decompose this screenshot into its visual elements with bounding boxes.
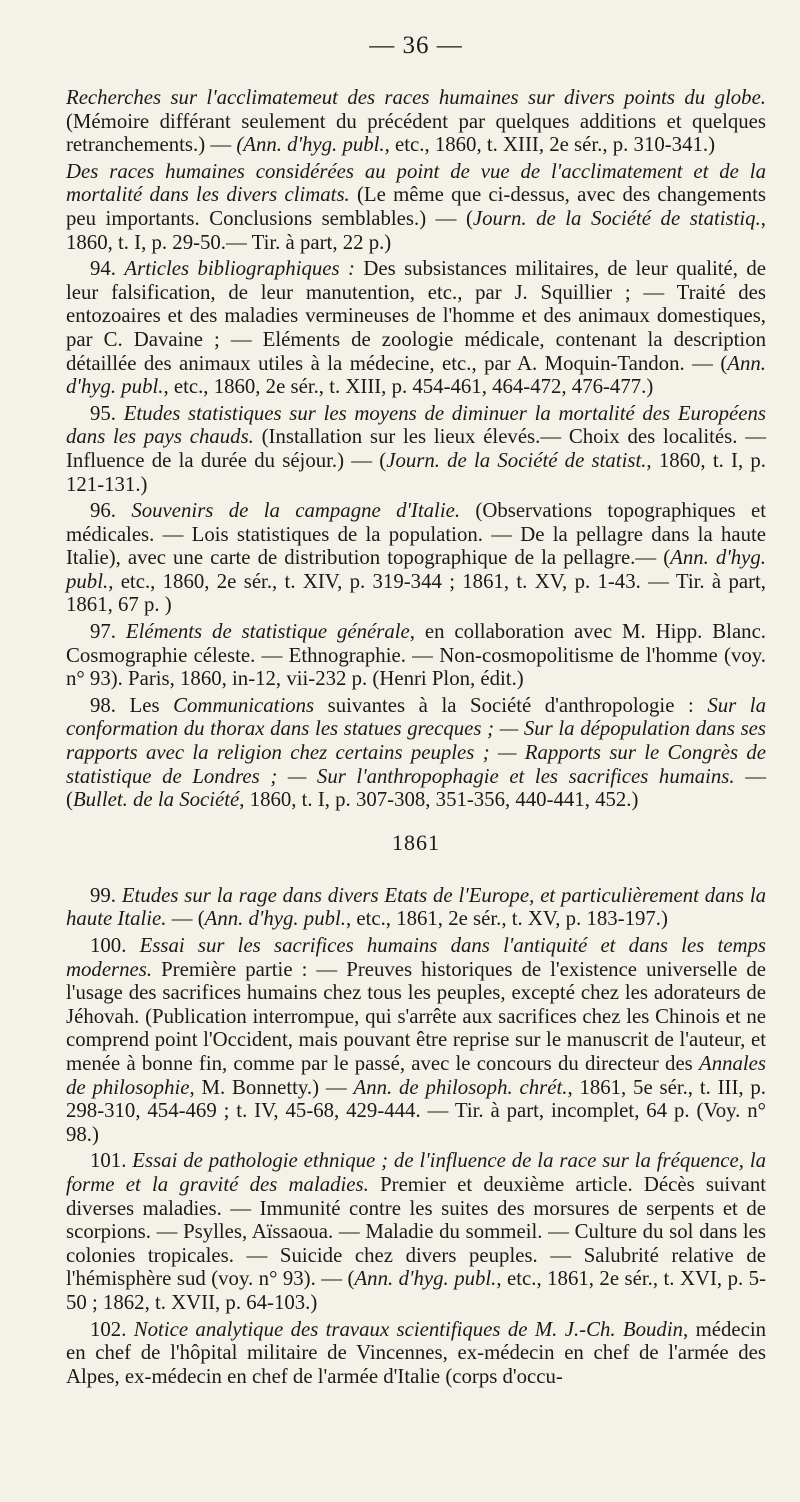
entry-italic-text: Sur la conformation du thorax dans les statues grecques ; — Sur la dépopulation dans ses rapports avec la religion chez certains peuples ; — Rapports sur le Congrès de statistique de Londres ; — Sur l'anthropophagie et les sacrifices humains. <box>66 693 766 788</box>
entry-italic-text: Bullet. de la Société <box>72 788 240 812</box>
entry-text: , etc., 1860, 2e sér., t. XIII, p. 454-461, 464-472, 476-477.) <box>163 375 654 399</box>
entry-text: , en collaboration avec M. Hipp. Blanc. Cosmographie céleste. — Ethnographie. — Non-cosmopolitisme de l'homme (voy. n° 93). Paris, 1860, in-12, vii-232 p. (Henri Plon, édit.) <box>66 620 766 691</box>
entry-italic-text: Recherches sur l'acclimatemeut des races humaines sur divers points du globe. <box>66 86 766 109</box>
entry-101 <box>66 1149 766 1314</box>
entry-text: Première partie : — Preuves historiques de l'existence universelle de l'usage des sacrifices humains chez tous les peuples, excepté chez les adorateurs de Jéhovah. (Publication interrompue, qui s'arrête aux sacrifices chez les Chinois et ne comprend point l'Occident, mais pouvant être reprise sur le manuscrit de l'auteur, et menée à bonne fin, comme par le passé, avec le concours du directeur des <box>66 957 766 1075</box>
entry-text: suivantes à la Société d'anthropologie : <box>314 693 708 717</box>
entry-text: (Installation sur les lieux élevés.— Choix des localités. — Influence de la durée du séjour.) — ( <box>66 425 766 472</box>
entry-text: , 1860, t. I, p. 29-50.— Tir. à part, 22 p.) <box>66 206 766 254</box>
entry-95 <box>66 402 766 496</box>
entry-text: 94. <box>90 257 125 281</box>
entry-99 <box>66 884 766 931</box>
entry-96 <box>66 499 766 617</box>
entry-text: , etc., 1861, 2e sér., t. XV, p. 183-197.) <box>345 907 668 931</box>
entry-text: (Observations topographiques et médicales. — Lois statistiques de la population. — De la pellagre dans la haute Italie), avec une carte de distribution topographique de la pellagre.— ( <box>66 499 767 570</box>
entry-italic-text: Journ. de la Société de statistiq. <box>472 206 761 230</box>
entries-1861 <box>66 884 766 1388</box>
entry-italic-text: Etudes sur la rage dans divers Etats de l'Europe, et particulièrement dans la haute Italie. <box>66 883 767 931</box>
entry-text: 97. <box>90 620 126 644</box>
entry-italic-text: Eléments de statistique générale <box>125 620 410 644</box>
entry-text: 96. <box>90 499 132 523</box>
entry-italic-text: Des races humaines considérées au point de vue de l'acclimatement et de la mortalité dans les divers climats. <box>66 159 766 207</box>
entry-102 <box>66 1318 766 1389</box>
entry-text: etc., 1860, t. XIII, 2e sér., p. 310-341.) <box>389 133 715 157</box>
entry-text: — ( <box>166 907 205 931</box>
entry-races-humaines <box>66 160 766 254</box>
page-number: — 36 — <box>369 32 463 59</box>
entry-text: , 1860, t. I, p. 307-308, 351-356, 440-441, 452.) <box>239 788 639 812</box>
entry-italic-text: Essai sur les sacrifices humains dans l'antiquité et dans les temps modernes. <box>66 934 766 981</box>
entry-italic-text: Notice analytique des travaux scientifiques de M. J.-Ch. Boudin <box>133 1317 684 1341</box>
entry-text: (Mémoire différant seulement du précédent par quelques additions et quelques retranchements.) — <box>66 109 766 157</box>
entry-text: 95. <box>90 401 124 425</box>
entry-text: Des subsistances militaires, de leur qualité, de leur falsification, de leur manutention, etc., par J. Squillier ; — Traité des entozoaires et des maladies vermineuses de l'homme et des animaux domestiques, par C. Davaine ; — Eléments de zoologie médicale, contenant la description détaillée des animaux utiles à la médecine, etc., par A. Moquin-Tandon. — ( <box>66 257 766 375</box>
entry-italic-text: Essai de pathologie ethnique ; de l'influence de la race sur la fréquence, la forme et la gravité des maladies. <box>66 1149 767 1196</box>
entry-text: , etc., 1860, 2e sér., t. XIV, p. 319-344 ; 1861, t. XV, p. 1-43. — Tir. à part, 1861, 67 p. ) <box>66 569 766 617</box>
entry-text: — ( <box>66 764 767 812</box>
entry-italic-text: Ann. d'hyg. publ. <box>66 546 766 593</box>
entry-text: , 1861, 5e sér., t. III, p. 298-310, 454-469 ; t. IV, 45-68, 429-444. — Tir. à part, incomplet, 64 p. (Voy. n° 98.) <box>66 1075 766 1146</box>
entry-94 <box>66 257 766 399</box>
entries-1860 <box>66 86 766 812</box>
entry-italic-text: Communications <box>173 693 315 717</box>
entry-italic-text: Articles bibliographiques : <box>124 257 355 281</box>
entry-recherches <box>66 86 766 157</box>
entry-100 <box>66 934 766 1146</box>
entry-97 <box>66 620 766 691</box>
entry-text: 101. <box>90 1149 133 1173</box>
entry-text: 99. <box>90 883 122 907</box>
entry-italic-text: Ann. d'hyg. publ. <box>354 1267 497 1291</box>
entry-italic-text: Annales de philosophie <box>66 1051 766 1099</box>
entry-italic-text: Ann. d'hyg. publ. <box>66 351 766 399</box>
entry-text: , etc., 1861, 2e sér., t. XVI, p. 5-50 ; 1862, t. XVII, p. 64-103.) <box>66 1267 767 1314</box>
entry-italic-text: Ann. d'hyg. publ. <box>204 907 346 931</box>
entry-text: 102. <box>90 1317 134 1341</box>
entry-italic-text: Journ. de la Société de statist. <box>386 448 647 472</box>
entry-text: , M. Bonnetty.) — <box>189 1075 354 1099</box>
entry-text: Premier et deuxième article. Décès suivant diverses maladies. — Immunité contre les suites des morsures de serpents et de scorpions. — Psylles, Aïssaoua. — Maladie du sommeil. — Culture du sol dans les colonies tropicales. — Suicide chez divers peuples. — Salubrité relative de l'hémisphère sud (voy. n° 93). — ( <box>66 1172 767 1291</box>
entry-text: 98. Les <box>90 693 174 717</box>
entry-italic-text: Souvenirs de la campagne d'Italie. <box>131 499 461 523</box>
entry-text: , médecin en chef de l'hôpital militaire de Vincennes, ex-médecin en chef de l'armée des Alpes, ex-médecin en chef de l'armée d'Italie (corps d'occu- <box>66 1317 767 1388</box>
entry-text: , 1860, t. I, p. 121-131.) <box>66 448 766 496</box>
year-heading: 1861 <box>392 829 440 855</box>
entry-98 <box>66 694 766 812</box>
entry-italic-text: Etudes statistiques sur les moyens de diminuer la mortalité des Européens dans les pays chauds. <box>66 401 766 449</box>
entry-text: 100. <box>90 934 140 957</box>
entry-italic-text: Ann. de philosoph. chrét. <box>353 1075 568 1099</box>
entry-text: (Le même que ci-dessus, avec des changements peu importants. Conclusions semblables.) — ( <box>66 183 766 230</box>
entry-italic-text: (Ann. d'hyg. publ., <box>236 133 390 157</box>
